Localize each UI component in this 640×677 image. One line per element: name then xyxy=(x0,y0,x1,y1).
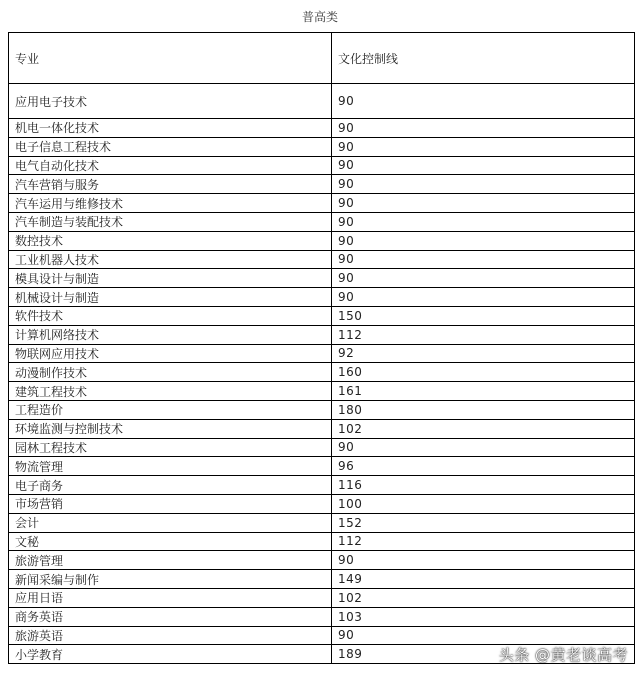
score-cell: 103 xyxy=(332,607,635,626)
header-score: 文化控制线 xyxy=(332,33,635,84)
table-row xyxy=(9,119,635,138)
major-cell: 环境监测与控制技术 xyxy=(9,419,332,438)
major-cell: 电子商务 xyxy=(9,476,332,495)
table-row xyxy=(9,212,635,231)
major-cell: 物流管理 xyxy=(9,457,332,476)
table-row xyxy=(9,175,635,194)
score-cell: 152 xyxy=(332,513,635,532)
score-cell: 112 xyxy=(332,532,635,551)
major-cell: 数控技术 xyxy=(9,231,332,250)
score-cell: 90 xyxy=(332,212,635,231)
major-cell: 计算机网络技术 xyxy=(9,325,332,344)
table-row xyxy=(9,288,635,307)
score-cell: 160 xyxy=(332,363,635,382)
major-cell: 应用日语 xyxy=(9,588,332,607)
major-cell: 新闻采编与制作 xyxy=(9,570,332,589)
watermark: 头条 @黄老谈高考 xyxy=(498,646,628,664)
table-row xyxy=(9,551,635,570)
table-row xyxy=(9,570,635,589)
major-cell: 商务英语 xyxy=(9,607,332,626)
table-row xyxy=(9,494,635,513)
table-row xyxy=(9,137,635,156)
major-cell: 旅游英语 xyxy=(9,626,332,645)
table-row xyxy=(9,84,635,119)
major-cell: 小学教育 xyxy=(9,645,332,664)
major-cell: 旅游管理 xyxy=(9,551,332,570)
major-cell: 物联网应用技术 xyxy=(9,344,332,363)
table-row xyxy=(9,419,635,438)
score-cell: 90 xyxy=(332,269,635,288)
score-cell: 112 xyxy=(332,325,635,344)
major-cell: 汽车运用与维修技术 xyxy=(9,194,332,213)
table-row xyxy=(9,532,635,551)
table-row xyxy=(9,400,635,419)
table-body xyxy=(9,84,635,664)
table-row xyxy=(9,457,635,476)
major-cell: 园林工程技术 xyxy=(9,438,332,457)
header-major: 专业 xyxy=(9,33,332,84)
score-table xyxy=(8,32,635,664)
table-caption: 普高类 xyxy=(301,10,338,24)
table-header-row xyxy=(9,33,635,84)
score-cell: 100 xyxy=(332,494,635,513)
score-cell: 90 xyxy=(332,250,635,269)
table-row xyxy=(9,269,635,288)
table-row xyxy=(9,382,635,401)
table-row xyxy=(9,194,635,213)
table-row xyxy=(9,438,635,457)
major-cell: 动漫制作技术 xyxy=(9,363,332,382)
score-cell: 90 xyxy=(332,288,635,307)
major-cell: 机电一体化技术 xyxy=(9,119,332,138)
major-cell: 机械设计与制造 xyxy=(9,288,332,307)
score-cell: 102 xyxy=(332,419,635,438)
table-row xyxy=(9,344,635,363)
score-cell: 90 xyxy=(332,156,635,175)
score-cell: 90 xyxy=(332,175,635,194)
major-cell: 电子信息工程技术 xyxy=(9,137,332,156)
table-row xyxy=(9,626,635,645)
major-cell: 建筑工程技术 xyxy=(9,382,332,401)
major-cell: 电气自动化技术 xyxy=(9,156,332,175)
score-cell: 150 xyxy=(332,306,635,325)
score-cell: 90 xyxy=(332,119,635,138)
major-cell: 文秘 xyxy=(9,532,332,551)
score-cell: 161 xyxy=(332,382,635,401)
major-cell: 软件技术 xyxy=(9,306,332,325)
score-cell: 90 xyxy=(332,137,635,156)
score-cell: 116 xyxy=(332,476,635,495)
score-cell: 90 xyxy=(332,194,635,213)
table-row xyxy=(9,325,635,344)
score-cell: 102 xyxy=(332,588,635,607)
major-cell: 工业机器人技术 xyxy=(9,250,332,269)
major-cell: 应用电子技术 xyxy=(9,84,332,119)
table-row xyxy=(9,306,635,325)
major-cell: 汽车制造与装配技术 xyxy=(9,212,332,231)
major-cell: 模具设计与制造 xyxy=(9,269,332,288)
table-row xyxy=(9,250,635,269)
score-cell: 90 xyxy=(332,438,635,457)
table-row xyxy=(9,588,635,607)
major-cell: 汽车营销与服务 xyxy=(9,175,332,194)
score-cell: 96 xyxy=(332,457,635,476)
score-cell: 90 xyxy=(332,84,635,119)
major-cell: 工程造价 xyxy=(9,400,332,419)
score-cell: 90 xyxy=(332,231,635,250)
table-row xyxy=(9,231,635,250)
major-cell: 会计 xyxy=(9,513,332,532)
score-cell: 189 xyxy=(332,645,635,664)
score-cell: 180 xyxy=(332,400,635,419)
table-row xyxy=(9,476,635,495)
table-row xyxy=(9,156,635,175)
score-cell: 90 xyxy=(332,551,635,570)
major-cell: 市场营销 xyxy=(9,494,332,513)
score-cell: 149 xyxy=(332,570,635,589)
score-cell: 92 xyxy=(332,344,635,363)
table-row xyxy=(9,513,635,532)
score-cell: 90 xyxy=(332,626,635,645)
table-row xyxy=(9,363,635,382)
table-row xyxy=(9,607,635,626)
